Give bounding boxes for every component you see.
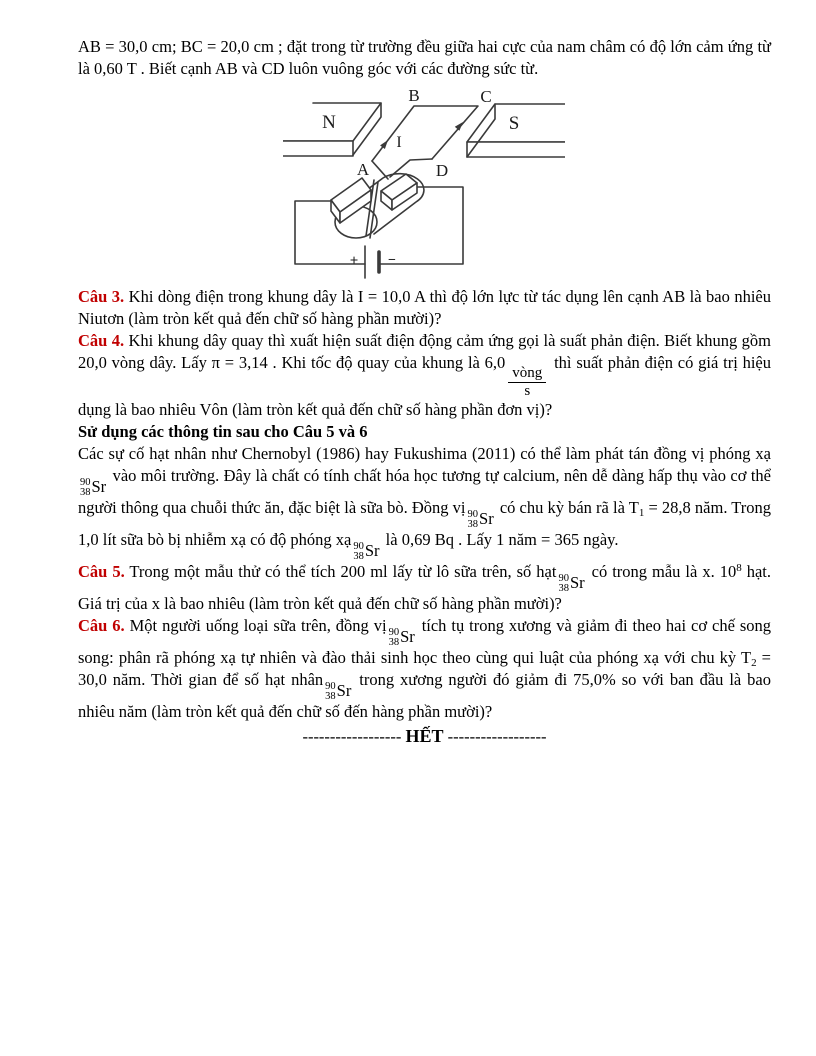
- corner-a-label: A: [356, 160, 370, 179]
- question-number-label: Câu 4.: [78, 331, 125, 350]
- corner-c-label: C: [480, 88, 492, 106]
- text-run: vào môi trường. Đây là chất có tính chất hóa học tương tự calcium, nên dễ dàng hấp thụ vào cơ thể người thông qua chuỗi thức ăn, đặc biệt là sữa bò. Đồng vị: [78, 466, 772, 517]
- coil-frame: [372, 106, 478, 179]
- end-marker: [78, 725, 771, 748]
- motor-diagram-figure: [283, 88, 565, 280]
- question-number-label: Câu 6.: [78, 616, 125, 635]
- s-pole-label: S: [508, 113, 520, 134]
- text-run: ------------------: [302, 727, 406, 746]
- question-6-paragraph: [78, 615, 771, 723]
- text-run: Khi dòng điện trong khung dây là I = 10,0 A thì độ lớn lực từ tác dụng lên cạnh AB là bao nhiêu Niutơn (làm tròn kết quả đến chữ số hàng phần mười)?: [78, 287, 771, 328]
- fraction: $\frac{\text{vòng}}{s}$: [508, 366, 546, 399]
- text-run: Các sự cố hạt nhân như Chernobyl (1986) hay Fukushima (2011) có thể làm phát tán đồng vị phóng xạ: [78, 444, 771, 463]
- nuclide-notation: 90 38 Sr: [558, 573, 585, 594]
- nuclide-notation: 90 38 Sr: [353, 541, 380, 562]
- current-label: I: [396, 134, 402, 151]
- battery-plus-label: +: [349, 253, 359, 269]
- battery-minus-label: −: [388, 253, 396, 268]
- question-number-label: Câu 5.: [78, 562, 125, 581]
- text-run: thì suất phản điện có giá trị hiệu dụng là bao nhiêu Vôn (làm tròn kết quả đến chữ số hàng phần đơn vị)?: [78, 353, 772, 419]
- n-pole-label: N: [322, 112, 336, 133]
- text-run: trong xương người đó giảm đi 75,0% so với ban đầu là bao nhiêu năm (làm tròn kết quả đến chữ số đến hàng phần mười)?: [78, 670, 771, 721]
- info-paragraph: [78, 443, 771, 561]
- subscripted-symbol: $T_1$: [628, 498, 645, 519]
- motor-diagram: [283, 88, 565, 280]
- superscripted-number: $10^8$: [719, 562, 742, 581]
- nuclide-notation: 90 38 Sr: [325, 681, 352, 702]
- current-direction-arrows: [380, 122, 463, 149]
- text-run: Trong một mẫu thử có thể tích 200 ml lấy từ lô sữa trên, số hạt: [124, 562, 557, 581]
- nuclide-notation: 90 38 Sr: [467, 509, 494, 530]
- text-run: có trong mẫu là x.: [591, 562, 720, 581]
- text-run: AB = 30,0 cm; BC = 20,0 cm ; đặt trong từ trường đều giữa hai cực của nam châm có độ lớn cảm ứng từ là 0,60 T . Biết cạnh AB và CD luôn vuông góc với các đường sức từ.: [78, 37, 771, 78]
- nuclide-notation: 90 38 Sr: [388, 627, 415, 648]
- text-run: hạt. Giá trị của x là bao nhiêu (làm tròn kết quả đến chữ số hàng phần mười)?: [78, 562, 771, 613]
- text-run: ------------------: [443, 727, 547, 746]
- question-number-label: Câu 3.: [78, 287, 125, 306]
- question-3-paragraph: [78, 286, 771, 330]
- current-arrow-icon: [455, 122, 463, 131]
- intro-paragraph: [78, 36, 771, 80]
- text-run: = 28,8 năm. Trong 1,0 lít sữa bò bị nhiễm xạ có độ phóng xạ: [78, 498, 772, 549]
- section-header: [78, 421, 771, 443]
- bold-text: HẾT: [405, 726, 444, 746]
- nuclide-notation: 90 38 Sr: [80, 477, 107, 498]
- question-5-paragraph: [78, 561, 771, 615]
- text-run: là 0,69 Bq . Lấy 1 năm = 365 ngày.: [385, 530, 619, 549]
- battery-symbol: [365, 246, 379, 278]
- corner-b-label: B: [408, 88, 420, 105]
- text-run: = 30,0 năm. Thời gian để số hạt nhân: [78, 648, 771, 689]
- text-run: Khi khung dây quay thì xuất hiện suất điện động cảm ứng gọi là suất phản điện. Biết khung gồm 20,0 vòng dây. Lấy π = 3,14 . Khi tốc độ quay của khung là 6,0: [78, 331, 771, 372]
- text-run: có chu kỳ bán rã là: [499, 498, 629, 517]
- text-run: Một người uống loại sữa trên, đồng vị: [124, 616, 387, 635]
- text-run: tích tụ trong xương và giảm đi theo hai cơ chế song song: phân rã phóng xạ tự nhiên và đào thải sinh học theo cùng qui luật của phóng xạ với chu kỳ: [78, 616, 772, 667]
- bold-text: Sử dụng các thông tin sau cho Câu 5 và 6: [78, 422, 368, 441]
- corner-d-label: D: [435, 161, 449, 180]
- subscripted-symbol: $T_2$: [740, 648, 757, 669]
- question-4-paragraph: [78, 330, 771, 421]
